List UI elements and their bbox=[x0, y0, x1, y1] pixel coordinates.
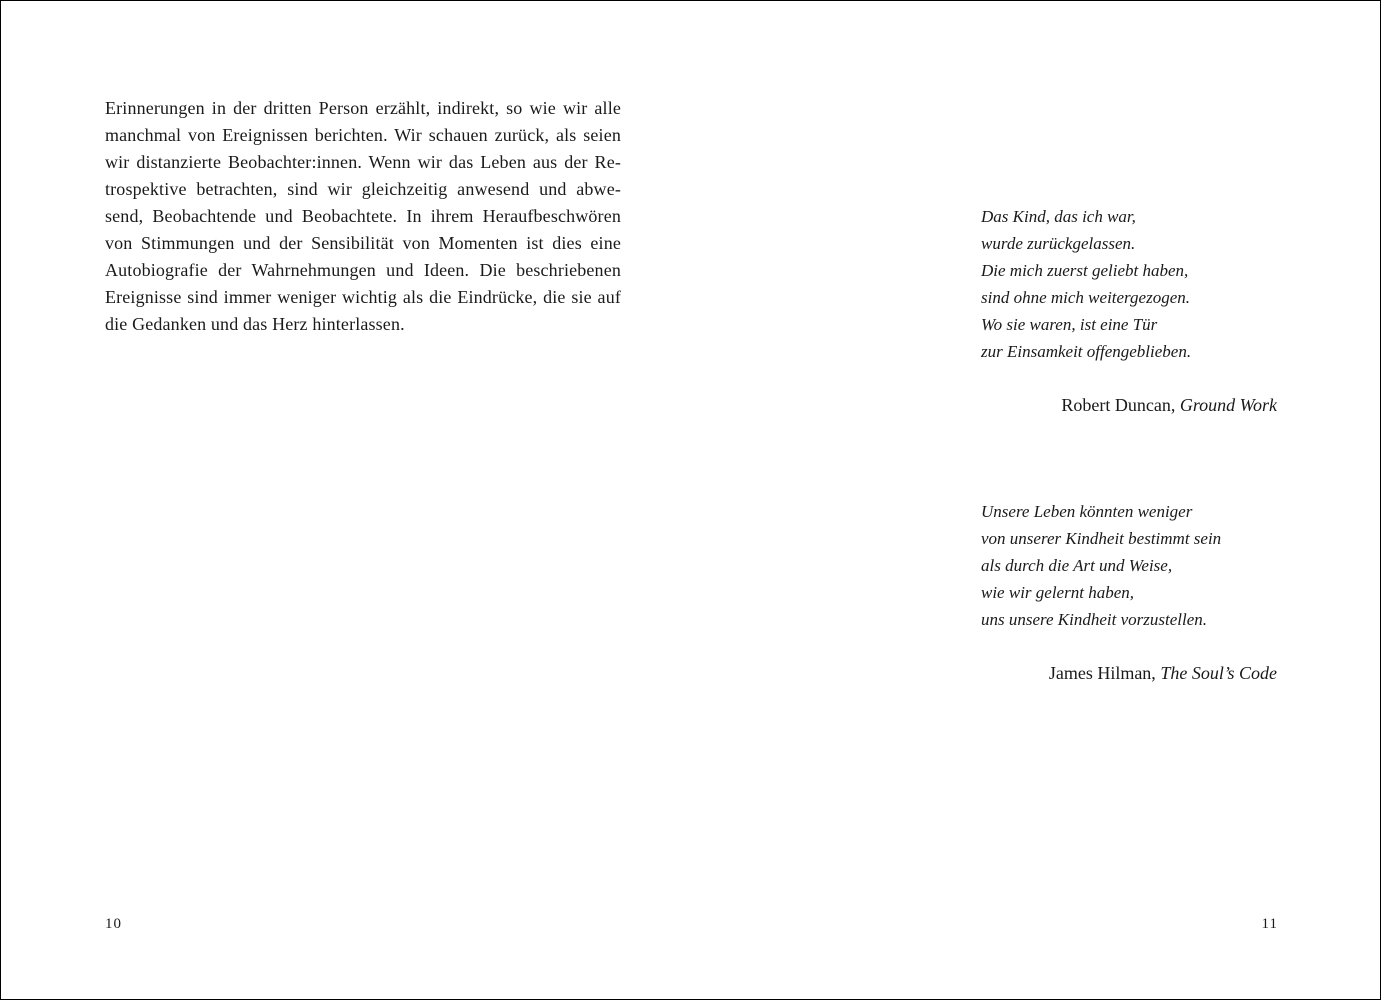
verse-line: zur Einsamkeit offengeblieben. bbox=[981, 342, 1192, 361]
prose-line: send, Beobachtende und Beobachtete. In ihrem Heraufbeschwören bbox=[105, 206, 621, 226]
verse-line: wie wir gelernt haben, bbox=[981, 583, 1134, 602]
verse-line: von unserer Kindheit bestimmt sein bbox=[981, 529, 1222, 548]
epigraph-attribution bbox=[981, 660, 1277, 687]
verse-line: uns unsere Kindheit vorzustellen. bbox=[981, 610, 1208, 629]
attribution-work: The Soul’s Code bbox=[1160, 663, 1277, 683]
attribution-author: James Hilman, bbox=[1048, 663, 1161, 683]
prose-line: die Gedanken und das Herz hinterlassen. bbox=[105, 314, 405, 334]
epigraph-duncan bbox=[981, 203, 1277, 419]
right-page bbox=[691, 1, 1380, 999]
attribution-work: Ground Work bbox=[1179, 395, 1277, 415]
page-number-right: 11 bbox=[1261, 916, 1278, 932]
epigraph-verse bbox=[981, 498, 1277, 633]
prose-line: trospektive betrachten, sind wir gleichzeitig anwesend und abwe- bbox=[105, 179, 621, 199]
verse-line: Unsere Leben könnten weniger bbox=[981, 502, 1193, 521]
verse-line: wurde zurückgelassen. bbox=[981, 234, 1136, 253]
prose-line: Autobiografie der Wahrnehmungen und Ideen. Die beschriebenen bbox=[105, 260, 621, 280]
verse-line: sind ohne mich weitergezogen. bbox=[981, 288, 1190, 307]
prose-line: von Stimmungen und der Sensibilität von Momenten ist dies eine bbox=[105, 233, 621, 253]
body-paragraph bbox=[105, 95, 621, 338]
verse-line: als durch die Art und Weise, bbox=[981, 556, 1173, 575]
epigraph-hilman bbox=[981, 498, 1277, 687]
verse-line: Wo sie waren, ist eine Tür bbox=[981, 315, 1158, 334]
prose-line: wir distanzierte Beobachter:innen. Wenn wir das Leben aus der Re- bbox=[105, 152, 621, 172]
epigraph-verse bbox=[981, 203, 1277, 365]
prose-line: Ereignisse sind immer weniger wichtig als die Eindrücke, die sie auf bbox=[105, 287, 621, 307]
prose-line: Erinnerungen in der dritten Person erzählt, indirekt, so wie wir alle bbox=[105, 98, 621, 118]
attribution-author: Robert Duncan, bbox=[1061, 395, 1180, 415]
page-number-left: 10 bbox=[105, 916, 122, 932]
verse-line: Das Kind, das ich war, bbox=[981, 207, 1136, 226]
verse-line: Die mich zuerst geliebt haben, bbox=[981, 261, 1189, 280]
prose-line: manchmal von Ereignissen berichten. Wir schauen zurück, als seien bbox=[105, 125, 621, 145]
epigraph-attribution bbox=[981, 392, 1277, 419]
left-page bbox=[1, 1, 691, 999]
